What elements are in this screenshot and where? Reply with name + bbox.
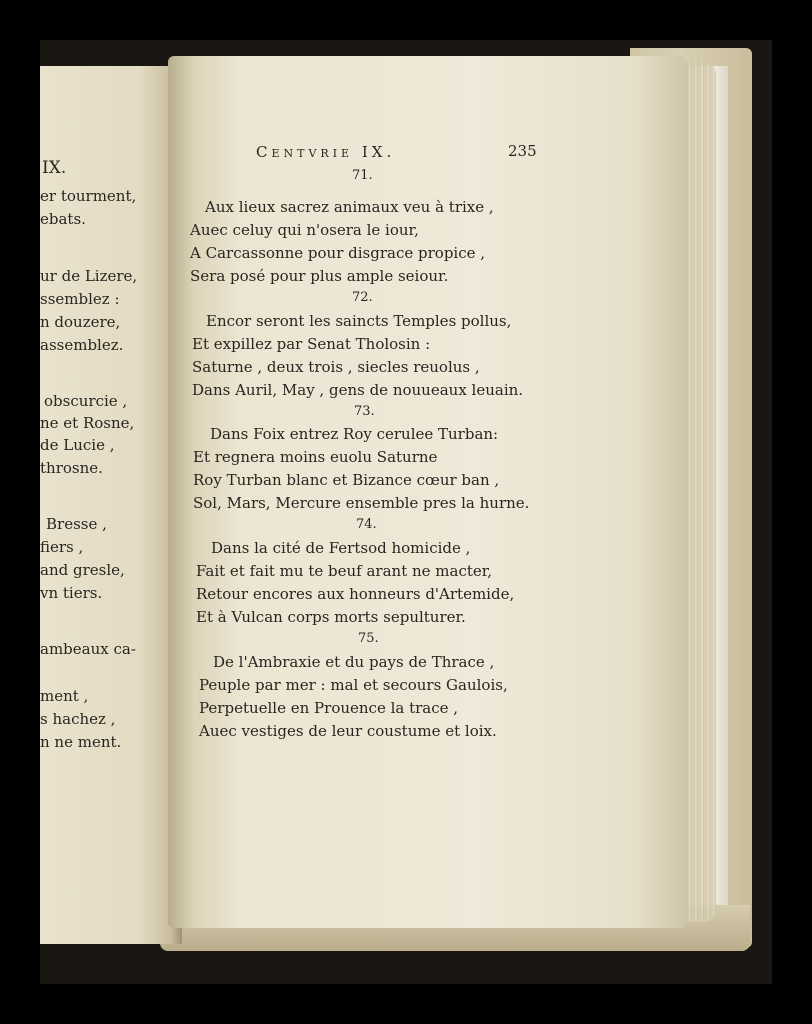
verse-line: Auec celuy qui n'osera le iour, (190, 221, 419, 239)
verse-line: Saturne , deux trois , siecles reuolus , (192, 358, 480, 376)
verse-line: A Carcassonne pour disgrace propice , (190, 244, 486, 262)
left-line: n ne ment. (40, 733, 122, 751)
left-line: and gresle, (40, 561, 125, 579)
verse-line: Retour encores aux honneurs d'Artemide, (196, 585, 515, 603)
quatrain-number: 75. (358, 631, 379, 646)
verse-line: Encor seront les saincts Temples pollus, (206, 312, 512, 330)
quatrain-number: 74. (356, 517, 377, 532)
running-header: Centvrie IX. (256, 143, 396, 161)
left-page-header: IX. (42, 158, 67, 178)
verse-line: Et à Vulcan corps morts sepulturer. (196, 608, 466, 626)
left-line: ssemblez : (40, 290, 120, 308)
left-line: ment , (40, 687, 89, 705)
left-line: Bresse , (46, 515, 107, 533)
verse-line: Dans Auril, May , gens de nouueaux leuain. (192, 381, 524, 399)
verse-line: Auec vestiges de leur coustume et loix. (199, 722, 497, 740)
verse-line: Fait et fait mu te beuf arant ne macter, (196, 562, 493, 580)
left-line: s hachez , (40, 710, 116, 728)
left-line: de Lucie , (40, 436, 115, 454)
verse-line: Peuple par mer : mal et secours Gaulois, (199, 676, 508, 694)
verse-line: Sol, Mars, Mercure ensemble pres la hurne. (193, 494, 530, 512)
quatrain-number: 73. (354, 404, 375, 419)
verse-line: Dans Foix entrez Roy cerulee Turban: (210, 425, 499, 443)
left-line: assemblez. (40, 336, 124, 354)
left-line: ambeaux ca- (40, 640, 136, 658)
left-line: vn tiers. (40, 584, 103, 602)
verse-line: Et expillez par Senat Tholosin : (192, 335, 431, 353)
left-line: ur de Lizere, (40, 267, 138, 285)
verse-line: De l'Ambraxie et du pays de Thrace , (213, 653, 495, 671)
verse-line: Dans la cité de Fertsod homicide , (211, 539, 471, 557)
left-line: er tourment, (40, 187, 137, 205)
quatrain-number: 72. (352, 290, 373, 305)
left-line: ne et Rosne, (40, 414, 135, 432)
right-page (168, 56, 688, 928)
left-line: ebats. (40, 210, 86, 228)
left-line: fiers , (40, 538, 84, 556)
left-line: throsne. (40, 459, 103, 477)
verse-line: Sera posé pour plus ample seiour. (190, 267, 449, 285)
page-number: 235 (508, 142, 537, 160)
verse-line: Et regnera moins euolu Saturne (193, 448, 438, 466)
verse-line: Perpetuelle en Prouence la trace , (199, 699, 459, 717)
verse-line: Aux lieux sacrez animaux veu à trixe , (205, 198, 494, 216)
quatrain-number: 71. (352, 168, 373, 183)
left-line: obscurcie , (44, 392, 128, 410)
verse-line: Roy Turban blanc et Bizance cœur ban , (193, 471, 500, 489)
left-line: n douzere, (40, 313, 121, 331)
